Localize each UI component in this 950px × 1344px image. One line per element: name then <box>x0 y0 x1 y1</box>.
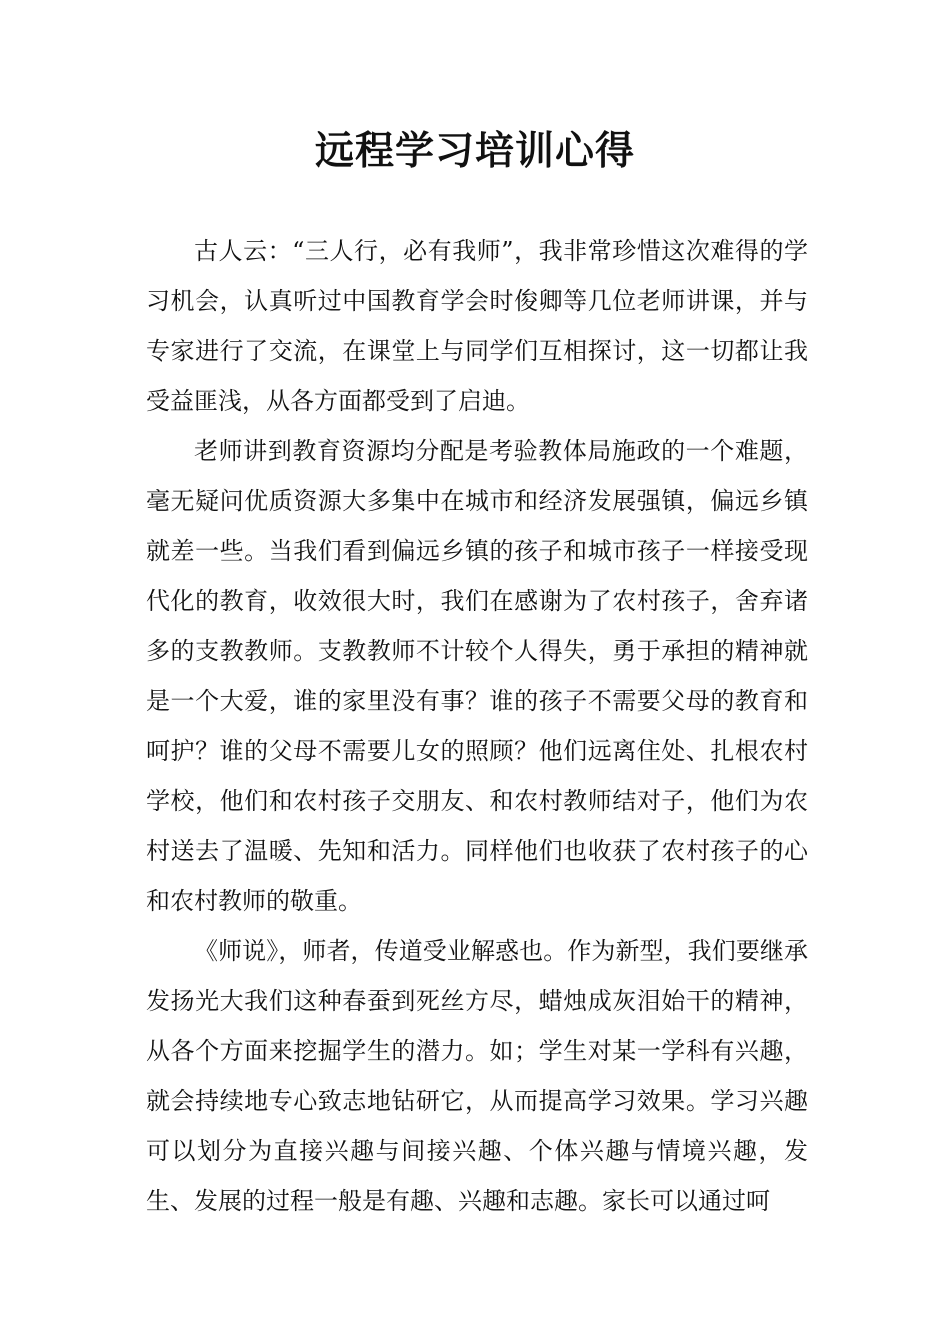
paragraph-1: 古人云：“三人行，必有我师”，我非常珍惜这次难得的学习机会，认真听过中国教育学会时俊卿等几位老师讲课，并与专家进行了交流，在课堂上与同学们互相探讨，这一切都让我受益匪浅，从各方面都受到了启迪。 <box>146 237 808 415</box>
paragraph-2: 老师讲到教育资源均分配是考验教体局施政的一个难题，毫无疑问优质资源大多集中在城市和经济发展强镇，偏远乡镇就差一些。当我们看到偏远乡镇的孩子和城市孩子一样接受现代化的教育，收效很大时，我们在感谢为了农村孩子，舍弃诸多的支教教师。支教教师不计较个人得失，勇于承担的精神就是一个大爱，谁的家里没有事？谁的孩子不需要父母的教育和呵护？谁的父母不需要儿女的照顾？他们远离住处、扎根农村学校，他们和农村孩子交朋友、和农村教师结对子，他们为农村送去了温暖、先知和活力。同样他们也收获了农村孩子的心和农村教师的敬重。 <box>146 437 808 915</box>
document-body <box>146 226 808 1226</box>
document-title: 远程学习培训心得 <box>314 129 635 174</box>
paragraph-3: 《师说》，师者，传道受业解惑也。作为新型，我们要继承发扬光大我们这种春蚕到死丝方尽，蜡烛成灰泪始干的精神，从各个方面来挖掘学生的潜力。如；学生对某一学科有兴趣，就会持续地专心致志地钻研它，从而提高学习效果。学习兴趣可以划分为直接兴趣与间接兴趣、个体兴趣与情境兴趣，发生、发展的过程一般是有趣、兴趣和志趣。家长可以通过呵 <box>146 937 808 1215</box>
